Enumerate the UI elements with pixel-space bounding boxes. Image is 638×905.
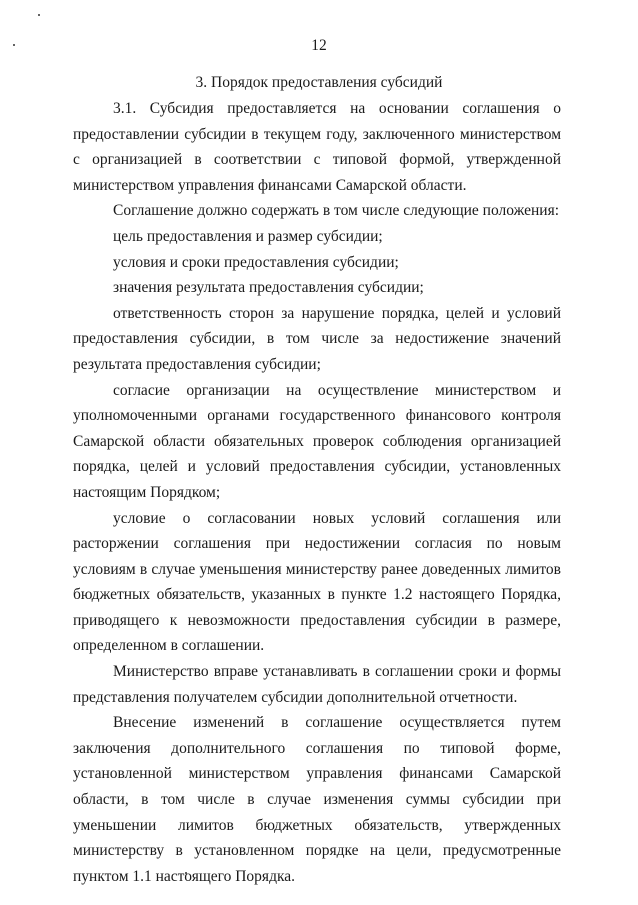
paragraph-new-conditions: условие о согласовании новых условий соглашения или расторжении соглашения при недостижении согласия по новым условиям в случае уменьшения министерству ранее доведенных лимитов бюджетных обязательств, указанных в пункте 1.2 настоящего Порядка, приводящего к невозможности предоставления субсидии в размере, определенном в соглашении. — [73, 509, 561, 655]
paragraph-amendments: Внесение изменений в соглашение осуществляется путем заключения дополнительного соглашения по типовой форме, установленной министерством управления финансами Самарской области, в том числе в случае изменения суммы субсидии при уменьшении лимитов бюджетных обязательств, утвержденных министерству в установленном порядке на цели, предусмотренные пунктом 1.1 настоящего Порядка. — [73, 714, 561, 885]
paragraph-purpose: цель предоставления и размер субсидии; — [113, 227, 383, 245]
page-number: 12 — [311, 37, 327, 54]
paragraph-3-1: 3.1. Субсидия предоставляется на основании соглашения о предоставлении субсидии в текущем году, заключенного министерством с организацией в соответствии с типовой формой, утвержденной министерством управления финансами Самарской области. — [73, 100, 561, 194]
paragraph-agreement-contents: Соглашение должно содержать в том числе следующие положения: — [113, 202, 560, 220]
section-title: 3. Порядок предоставления субсидий — [195, 74, 443, 91]
paragraph-result-values: значения результата предоставления субсидии; — [113, 279, 424, 297]
paragraph-terms: условия и сроки предоставления субсидии; — [113, 253, 399, 271]
document-body — [73, 96, 561, 889]
scan-speck — [38, 14, 40, 16]
paragraph-consent: согласие организации на осуществление министерством и уполномоченными органами государственного финансового контроля Самарской области обязательных проверок соблюдения организацией порядка, целей и условий предоставления субсидии, установленных настоящим Порядком; — [73, 381, 561, 501]
paragraph-responsibility: ответственность сторон за нарушение порядка, целей и условий предоставления субсидии, в том числе за недостижение значений результата предоставления субсидии; — [73, 304, 561, 373]
paragraph-reporting: Министерство вправе устанавливать в соглашении сроки и формы представления получателем субсидии дополнительной отчетности. — [73, 663, 561, 706]
